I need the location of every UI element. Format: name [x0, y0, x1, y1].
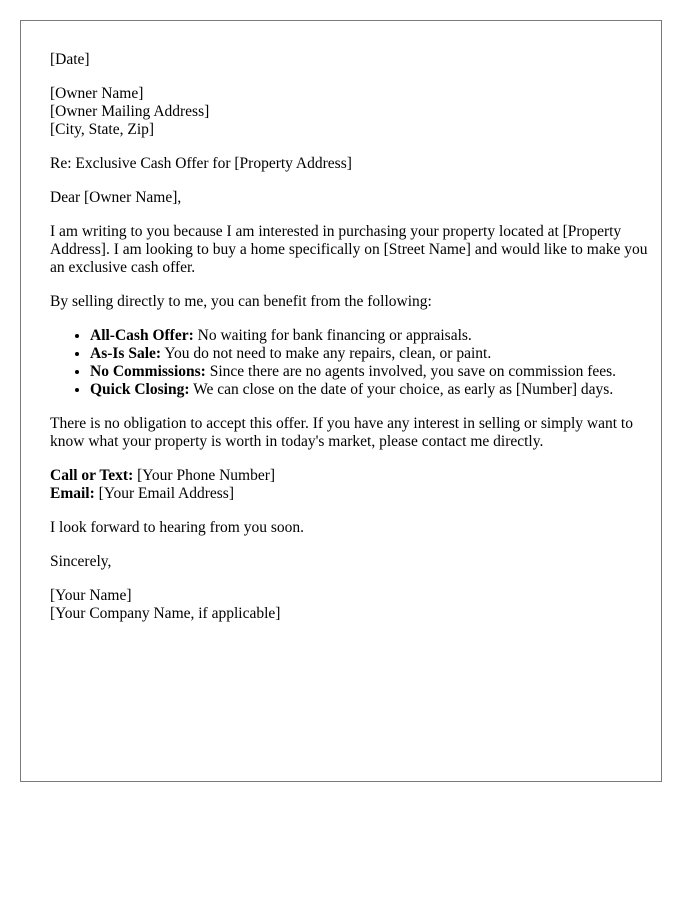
benefit-title: As-Is Sale:: [90, 345, 162, 362]
letter-date: [Date]: [50, 51, 90, 68]
benefit-title: Quick Closing:: [90, 381, 190, 398]
list-item: [90, 345, 650, 363]
salutation: Dear [Owner Name],: [50, 189, 182, 206]
email-label: Email:: [50, 485, 95, 502]
contact-email: [50, 485, 650, 503]
recipient-block: [50, 85, 650, 139]
benefit-title: No Commissions:: [90, 363, 206, 380]
benefit-text: You do not need to make any repairs, clean, or paint.: [164, 345, 492, 362]
intro-paragraph: I am writing to you because I am interested in purchasing your property located at [Property Address]. I am looking to buy a home specifically on [Street Name] and would like to make you an exclusive cash offer.: [50, 223, 648, 276]
benefits-list: [50, 327, 650, 399]
sign-off: Sincerely,: [50, 553, 112, 570]
email-value: [Your Email Address]: [98, 485, 234, 502]
recipient-mailing-address: [Owner Mailing Address]: [50, 103, 210, 120]
list-item: [90, 327, 650, 345]
list-item: [90, 363, 650, 381]
benefit-text: Since there are no agents involved, you save on commission fees.: [209, 363, 617, 380]
closing-line: I look forward to hearing from you soon.: [50, 519, 304, 536]
recipient-name: [Owner Name]: [50, 85, 144, 102]
contact-phone: [50, 467, 650, 485]
phone-value: [Your Phone Number]: [137, 467, 276, 484]
recipient-city-state-zip: [City, State, Zip]: [50, 121, 155, 138]
letter-content: [50, 51, 650, 639]
signature-block: [50, 587, 650, 623]
benefit-text: No waiting for bank financing or appraisals.: [197, 327, 472, 344]
list-item: [90, 381, 650, 399]
phone-label: Call or Text:: [50, 467, 134, 484]
obligation-paragraph: There is no obligation to accept this offer. If you have any interest in selling or simply want to know what your property is worth in today's market, please contact me directly.: [50, 415, 633, 450]
letter-page: [20, 20, 662, 782]
contact-block: [50, 467, 650, 503]
benefit-title: All-Cash Offer:: [90, 327, 194, 344]
subject-line: Re: Exclusive Cash Offer for [Property Address]: [50, 155, 352, 172]
benefits-intro: By selling directly to me, you can benefit from the following:: [50, 293, 432, 310]
signature-name: [Your Name]: [50, 587, 132, 604]
signature-company: [Your Company Name, if applicable]: [50, 605, 281, 622]
benefit-text: We can close on the date of your choice, as early as [Number] days.: [193, 381, 614, 398]
